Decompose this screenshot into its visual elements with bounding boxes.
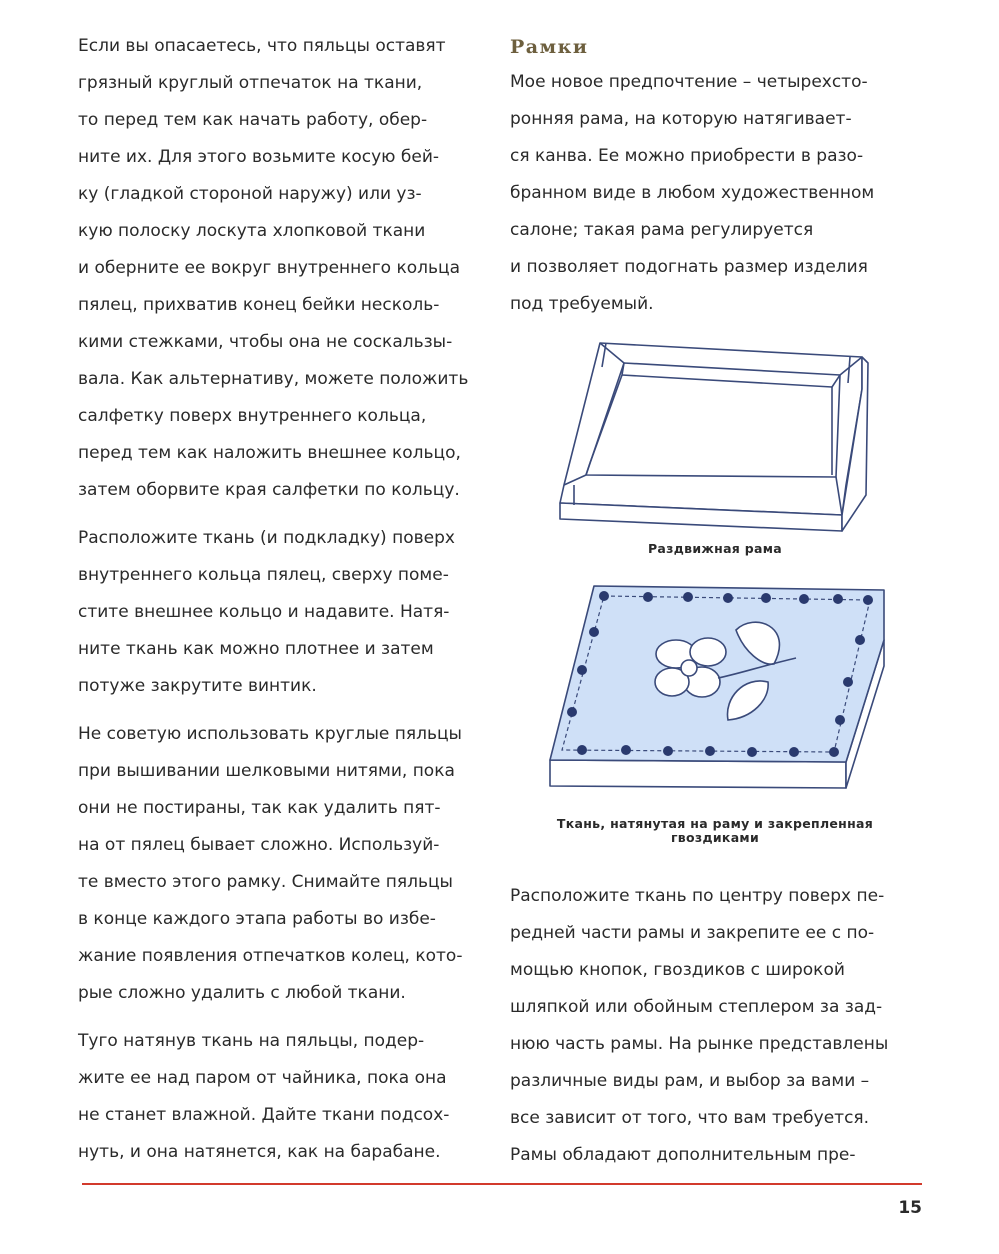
right-column [510, 30, 925, 334]
paragraph-frames-closing [510, 878, 925, 1174]
paragraph-frames-intro [510, 64, 925, 323]
text-line: они не постираны, так как удалить пят- [78, 798, 441, 818]
fabric-on-frame-illustration [548, 582, 888, 790]
right-column-bottom [510, 878, 925, 1185]
text-line: нуть, и она натянется, как на барабане. [78, 1142, 441, 1162]
footer-rule [82, 1183, 922, 1185]
text-line: грязный круглый отпечаток на ткани, [78, 73, 423, 93]
paragraph-cover-hoop [78, 28, 498, 509]
text-line: ните их. Для этого возьмите косую бей- [78, 147, 440, 167]
text-line: пялец, прихватив конец бейки несколь- [78, 295, 440, 315]
text-line: салфетку поверх внутреннего кольца, [78, 406, 427, 426]
text-line: Мое новое предпочтение – четырехсто- [510, 72, 868, 92]
text-line: различные виды рам, и выбор за вами – [510, 1071, 870, 1091]
text-line: Расположите ткань по центру поверх пе- [510, 886, 885, 906]
section-heading: Рамки [510, 36, 589, 58]
text-line: не станет влажной. Дайте ткани подсох- [78, 1105, 450, 1125]
text-line: ните ткань как можно плотнее и затем [78, 639, 434, 659]
fabric-caption [540, 817, 890, 845]
text-line: стите внешнее кольцо и надавите. Натя- [78, 602, 450, 622]
text-line: бранном виде в любом художественном [510, 183, 875, 203]
fabric-caption-line: гвоздиками [670, 830, 760, 845]
text-line: затем оборвите края салфетки по кольцу. [78, 480, 460, 500]
text-line: в конце каждого этапа работы во избе- [78, 909, 436, 929]
text-line: ся канва. Ее можно приобрести в разо- [510, 146, 864, 166]
text-line: под требуемый. [510, 294, 654, 314]
text-line: жание появления отпечатков колец, кото- [78, 946, 463, 966]
text-line: Туго натянув ткань на пяльцы, подер- [78, 1031, 425, 1051]
left-column [78, 28, 498, 1182]
text-line: кими стежками, чтобы она не соскальзы- [78, 332, 453, 352]
text-line: редней части рамы и закрепите ее с по- [510, 923, 875, 943]
text-line: все зависит от того, что вам требуется. [510, 1108, 870, 1128]
frame-caption: Раздвижная рама [647, 541, 783, 556]
text-line: при вышивании шелковыми нитями, пока [78, 761, 455, 781]
text-line: Если вы опасаетесь, что пяльцы оставят [78, 36, 446, 56]
fabric-caption-line: Ткань, натянутая на раму и закрепленная [556, 816, 874, 831]
text-line: кую полоску лоскута хлопковой ткани [78, 221, 426, 241]
paragraph-place-fabric [78, 520, 498, 705]
text-line: шляпкой или обойным степлером за зад- [510, 997, 883, 1017]
text-line: те вместо этого рамку. Снимайте пяльцы [78, 872, 453, 892]
text-line: жите ее над паром от чайника, пока она [78, 1068, 447, 1088]
text-line: мощью кнопок, гвоздиков с широкой [510, 960, 845, 980]
text-line: то перед тем как начать работу, обер- [78, 110, 428, 130]
text-line: и оберните ее вокруг внутреннего кольца [78, 258, 461, 278]
paragraph-silk-advice [78, 716, 498, 1012]
paragraph-steam-tip [78, 1023, 498, 1171]
adjustable-frame-illustration [550, 335, 880, 535]
text-line: перед тем как наложить внешнее кольцо, [78, 443, 461, 463]
text-line: внутреннего кольца пялец, сверху поме- [78, 565, 449, 585]
text-line: нюю часть рамы. На рынке представлены [510, 1034, 889, 1054]
text-line: салоне; такая рама регулируется [510, 220, 814, 240]
text-line: ку (гладкой стороной наружу) или уз- [78, 184, 422, 204]
text-line: вала. Как альтернативу, можете положить [78, 369, 469, 389]
text-line: и позволяет подогнать размер изделия [510, 257, 868, 277]
text-line: потуже закрутите винтик. [78, 676, 317, 696]
text-line: рые сложно удалить с любой ткани. [78, 983, 406, 1003]
text-line: ронняя рама, на которую натягивает- [510, 109, 852, 129]
page-number: 15 [898, 1198, 922, 1218]
text-line: Не советую использовать круглые пяльцы [78, 724, 462, 744]
text-line: Рамы обладают дополнительным пре- [510, 1145, 856, 1165]
text-line: на от пялец бывает сложно. Используй- [78, 835, 440, 855]
text-line: Расположите ткань (и подкладку) поверх [78, 528, 455, 548]
